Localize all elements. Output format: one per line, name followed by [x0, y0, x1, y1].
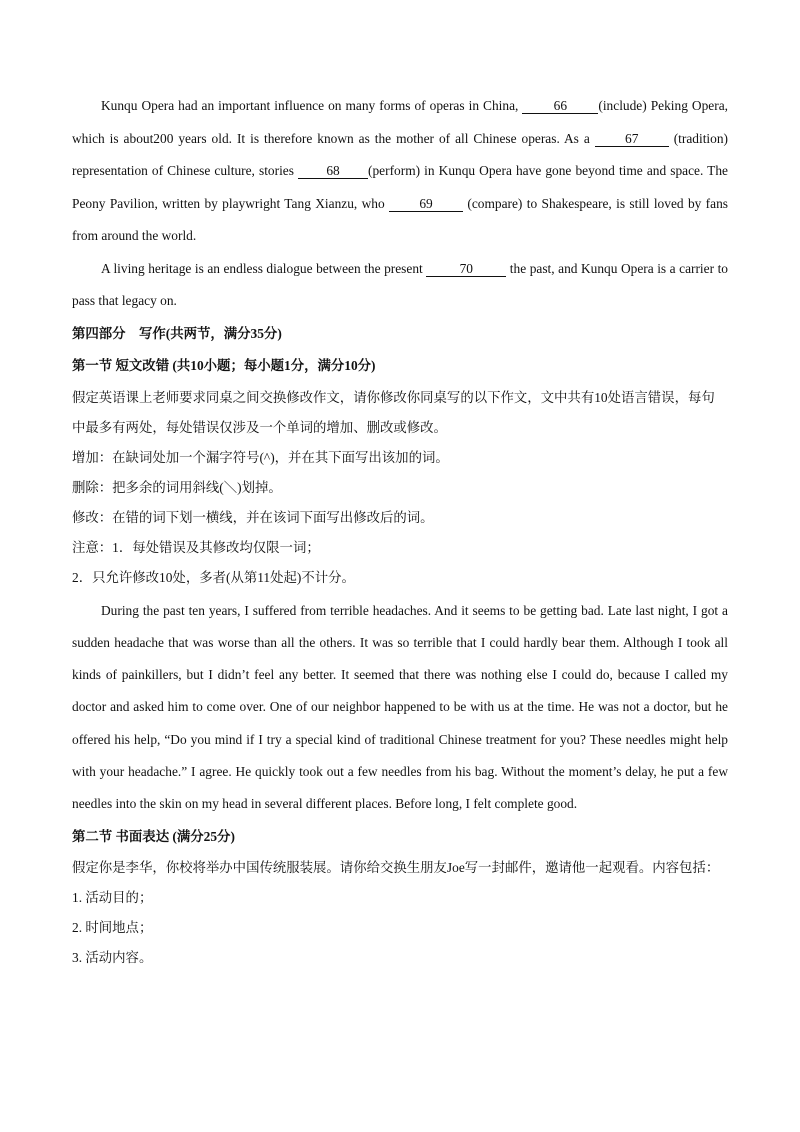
error-correction-essay: [72, 595, 728, 821]
content-item-2: 2. 时间地点；: [72, 920, 153, 936]
section1-heading: 第一节 短文改错 (共10小题；每小题1分，满分10分): [72, 358, 376, 373]
document-body: [72, 90, 728, 973]
rule-modify: 修改：在错的词下划一横线，并在该词下面写出修改后的词。: [72, 509, 434, 525]
instruction-text: 假定英语课上老师要求同桌之间交换修改作文，请你修改你同桌写的以下作文，文中共有10处语言错误，每句中最多有两处，每处错误仅涉及一个单词的增加、删改或修改。: [72, 389, 715, 435]
part4-heading: 第四部分 写作(共两节，满分35分): [72, 325, 282, 341]
blank-67: 67: [595, 131, 669, 147]
rule-add: 增加：在缺词处加一个漏字符号(^)，并在其下面写出该加的词。: [72, 449, 449, 465]
text-run: (tradition) representation of Chinese culture, stories: [72, 130, 728, 178]
section2-instruction: 假定你是李华，你校将举办中国传统服装展。请你给交换生朋友Joe写一封邮件，邀请他一起观看。内容包括：: [72, 860, 720, 876]
note-1: 注意：1．每处错误及其修改均仅限一词；: [72, 539, 320, 555]
content-item-3: 3. 活动内容。: [72, 950, 153, 966]
text-run: the past, and Kunqu Opera is a carrier to pass that legacy on.: [72, 260, 728, 308]
rule-delete: 删除：把多余的词用斜线(＼)划掉。: [72, 479, 282, 495]
essay-paragraph: During the past ten years, I suffered from terrible headaches. And it seems to be getting bad. Late last night, I got a sudden headache that was worse than all the others. It was so terrible that I could hardly bear them. Although I took all kinds of painkillers, but I didn’t feel any better. It seemed that there was nothing else I could do, because I called my doctor and asked him to come over. One of our neighbor happened to be with us at the time. He was not a doctor, but he offered his help, “Do you mind if I try a special kind of traditional Chinese treatment for you? These needles might help with your headache.” I agree. He quickly took out a few needles from his bag. Without the moment’s delay, he put a few needles into the skin on my head in several different places. Before long, I felt complete good.: [72, 602, 728, 812]
section2-heading: 第二节 书面表达 (满分25分): [72, 828, 235, 844]
content-item-1: 1. 活动目的；: [72, 890, 153, 906]
blank-69: 69: [389, 196, 463, 212]
blank-68: 68: [298, 163, 368, 179]
note-2: 2．只允许修改10处，多者(从第11处起)不计分。: [72, 569, 355, 585]
text-run: (include) Peking Opera, which is about200 years old. It is therefore known as the mother of all Chinese operas. As a: [72, 98, 728, 146]
text-run: Kunqu Opera had an important influence on many forms of operas in China,: [101, 98, 523, 113]
passage-paragraph-2: [72, 253, 728, 318]
text-run: (compare) to Shakespeare, is still loved by fans from around the world.: [72, 195, 728, 243]
blank-70: 70: [426, 261, 506, 277]
text-run: A living heritage is an endless dialogue between the present: [101, 260, 427, 276]
section1-instructions: [72, 383, 728, 593]
blank-66: 66: [522, 98, 598, 114]
passage-paragraph-1: [72, 90, 728, 253]
text-run: (perform) in Kunqu Opera have gone beyond time and space. The Peony Pavilion, written by playwright Tang Xianzu, who: [72, 163, 728, 211]
